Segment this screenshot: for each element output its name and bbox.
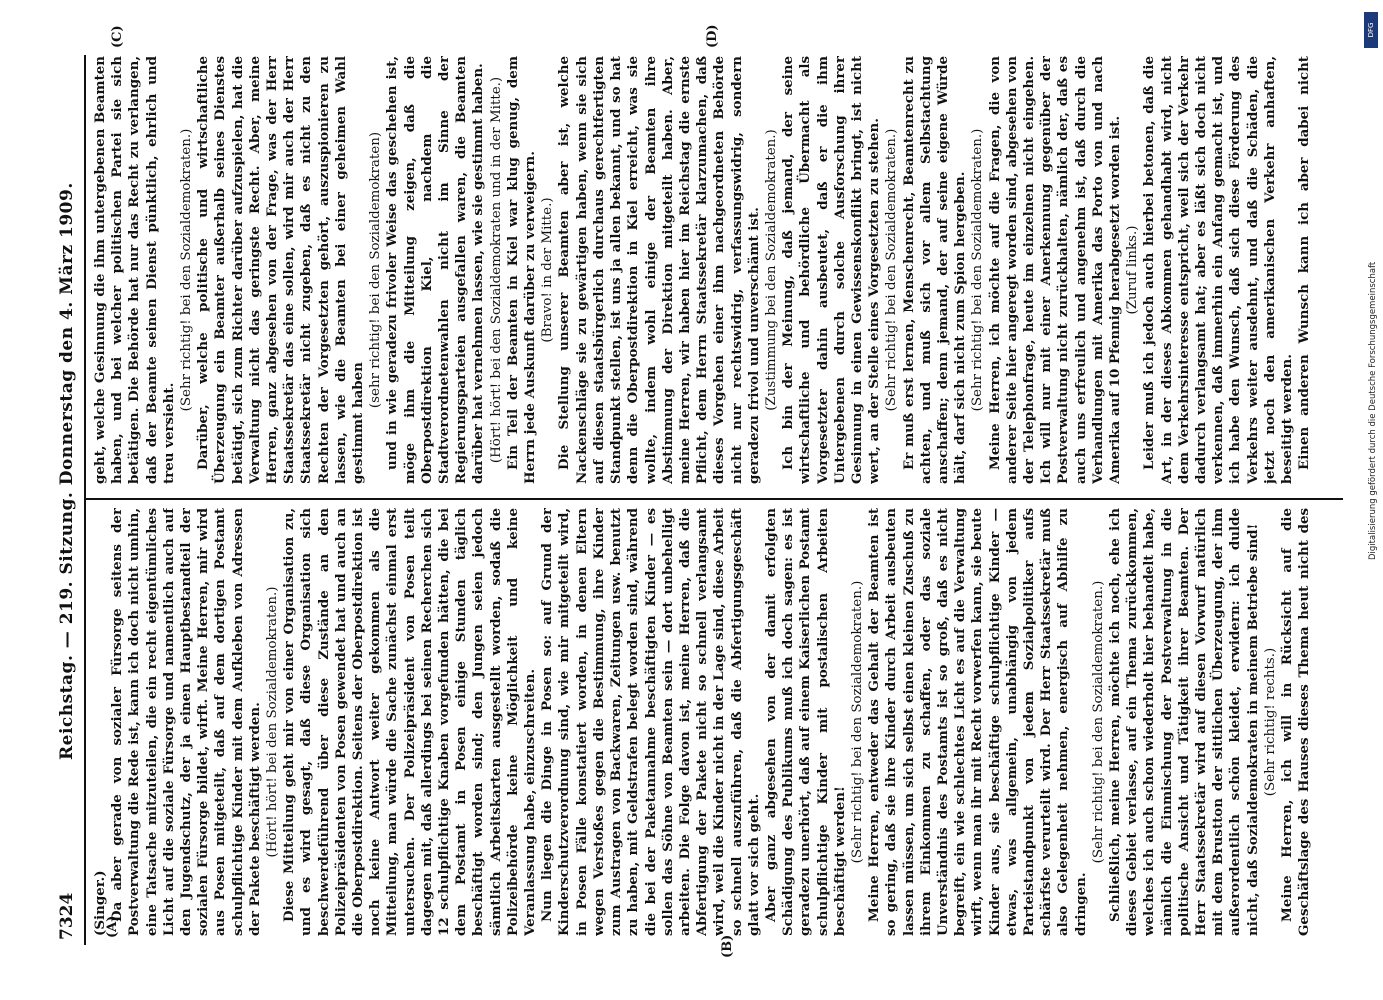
paragraph: Aber ganz abgesehen von der damit erfolgten Schädigung des Publikums muß ich doch sagen: es ist geradezu unerhört, daß auf einem Kaiserlichen Postamt schulpflichtige Kinder mit postalischen Arbeiten beschäftigt werden! [762, 508, 848, 936]
paragraph: Meine Herren, ich möchte auf die Fragen, die von anderer Seite hier angeregt worden sind, abgesehen von der Telephonfrage, heute im einzelnen nicht eingehen. Ich will nur mit einer Anerkennung gegenüber der Postverwaltung nicht zurückhalten, nämlich der, daß es auch uns erfreulich und angenehm ist, daß durch die Verhandlungen mit Amerika das Porto von und nach Amerika auf 10 Pfennig herabgesetzt worden ist. [986, 56, 1123, 484]
interjection: (Bravo! in der Mitte.) [540, 197, 556, 343]
paragraph: und in wie geradezu frivoler Weise das geschehen ist, möge ihm die Mitteilung zeigen, daß die Oberpostdirektion Kiel, nachdem die Stadtverordnetenwahlen nicht im Sinne der Regierungsparteien ausgefallen waren, die Beamten darüber hat vernehmen lassen, wie sie gestimmt haben. [384, 56, 487, 484]
margin-mark-b: (B) [720, 934, 735, 958]
page-number: 7324 [57, 892, 77, 940]
interjection: (Sehr richtig! bei den Sozialdemokraten.) [884, 128, 900, 412]
paragraph: Er muß erst lernen, Menschenrecht, Beamtenrecht zu achten, und muß sich vor allem Selbstachtung anschaffen; denn jemand, der auf seine eigene Würde hält, darf sich nicht zum Spion hergeben. [900, 56, 969, 484]
interjection: (Zuruf links.) [1125, 225, 1141, 315]
paragraph: Darüber, welche politische und wirtschaftliche Überzeugung ein Beamter außerhalb seines Dienstes betätigt, sich zum Richter darüber aufzuspielen, hat die Verwaltung nicht das geringste Recht. Aber, meine Herren, ganz abgesehen von der Frage, was der Herr Staatssekretär das eine sollen, wird mir auch der Herr Staatssekretär nicht zugeben, daß es nicht zu den Rechten der Vorgesetzten gehört, auszuspionieren zu lassen, wie die Beamten bei einer geheimen Wahl gestimmt haben [195, 56, 367, 484]
left-column [92, 508, 1312, 936]
digitization-credit: Digitalisierung gefördert durch die Deutsche Forschungsgemeinschaft [1368, 261, 1378, 560]
column-rule [84, 498, 1343, 500]
paragraph: Diese Mitteilung geht mir von einer Organisation zu, und es wird gesagt, daß diese Organisation sich beschwerdeführend über diese Zustände an den Polizeipräsidenten von Posen gewendet hat und auch an die Oberpostdirektion. Seitens der Oberpostdirektion ist noch keine Antwort weiter gekommen als die Mitteilung, man würde die Sache zunächst einmal erst untersuchen. Der Polizeipräsident von Posen teilt dagegen mit, daß allerdings bei seinen Recherchen sich 12 schulpflichtige Knaben vorgefunden hätten, die bei dem Postamt in Posen einige Stunden täglich beschäftigt worden sind; den Jungen seien jedoch sämtlich Arbeitskarten ausgestellt worden, sodaß die Polizeibehörde keine Möglichkeit und keine Veranlassung habe, einzuschreiten. [281, 508, 539, 936]
paragraph: Einen anderen Wunsch kann ich aber dabei nicht [1296, 56, 1312, 470]
page-title: Reichstag. — 219. Sitzung. Donnerstag den 4. März 1909. [57, 182, 77, 760]
paragraph: Schließlich, meine Herren, möchte ich noch, ehe ich dieses Gebiet verlasse, auf ein Thema zurückkommen, welches ich auch schon wiederholt hier behandelt habe, nämlich die Einmischung der Postverwaltung in die politische Ansicht und Tätigkeit ihrer Beamten. Der Herr Staatssekretär wird auf diesen Vorwurf natürlich mit dem Brustton der sittlichen Überzeugung, der ihm außerordentlich schön kleidet, erwidern: ich dulde nicht, daß Sozialdemokraten in meinem Betriebe sind! [1106, 508, 1261, 936]
paragraph: geht, welche Gesinnung die ihm untergebenen Beamten haben, und bei welcher politischen Partei sie sich betätigen. Die Behörde hat nur das Recht zu verlangen, daß der Beamte seinen Dienst pünktlich, ehrlich und treu versieht. [92, 56, 177, 484]
paragraph: Ich bin der Meinung, daß jemand, der seine wirtschaftliche und behördliche Übermacht als Vorgesetzter dahin ausbeutet, daß er die ihm Untergebenen durch solche Ausforschung ihrer Gesinnung in einen Gewissenskonflikt bringt, ist nicht wert, an der Stelle eines Vorgesetzten zu stehen. [780, 56, 883, 484]
paragraph: Die Stellung unserer Beamten aber ist, welche Nackenschläge sie zu gewärtigen haben, wenn sie sich auf diesen staatsbürgerlich durchaus gerechtfertigten Standpunkt stellen, ist uns ja allen bekannt, und so hat denn die Oberpostdirektion in Kiel erreicht, was sie wollte, indem wohl einige der Beamten ihre Abstimmung der Direktion mitgeteilt haben. Aber, meine Herren, wir haben hier im Reichstag die ernste Pflicht, dem Herrn Staatssekretär klarzumachen, daß dieses Vorgehen einer ihm nachgeordneten Behörde nicht nur rechtswidrig, verfassungswidrig, sondern geradezu frivol und unverschämt ist. [556, 56, 762, 484]
interjection: (Sehr richtig! bei den Sozialdemokraten.) [179, 128, 195, 412]
interjection: (Sehr richtig! bei den Sozialdemokraten.) [970, 128, 986, 412]
paragraph: (Singer.) [92, 870, 108, 936]
interjection: (Zustimmung bei den Sozialdemokraten.) [763, 129, 779, 411]
margin-mark-c: (C) [110, 25, 125, 48]
page-header [55, 60, 81, 940]
interjection: (Sehr richtig! bei den Sozialdemokraten.) [849, 580, 865, 864]
paragraph: Meine Herren, ich will in Rücksicht auf die Geschäftslage des Hauses dieses Thema heut nicht des [1279, 508, 1312, 936]
interjection: (sehr richtig! bei den Sozialdemokraten) [368, 131, 384, 409]
interjection: (Hört! hört! bei den Sozialdemokraten und in der Mitte.) [488, 76, 504, 464]
interjection: (Hört! hört! bei den Sozialdemokraten.) [265, 586, 281, 858]
paragraph: Ein Teil der Beamten in Kiel war klug genug, dem Herrn jede Auskunft darüber zu verweigern. [504, 56, 539, 484]
paragraph: Leider muß ich jedoch auch hierbei betonen, daß die Art, in der dieses Abkommen gehandhabt wird, nicht dem Verkehrsinteresse entspricht, weil sich der Verkehr dadurch verlangsamt hat; aber es läßt sich doch nicht verkennen, daß immerhin ein Anfang gemacht ist, und ich habe den Wunsch, daß sich diese Förderung des Verkehrs weiter ausdehnt, und daß die Schäden, die jetzt noch den amerikanischen Verkehr anhaften, beseitigt werden. [1141, 56, 1296, 484]
dfg-logo: DFG [1364, 12, 1378, 48]
interjection: (Sehr richtig! rechts.) [1262, 647, 1278, 797]
interjection: (Sehr richtig! bei den Sozialdemokraten.) [1090, 580, 1106, 864]
paragraph: Da aber gerade von sozialer Fürsorge seitens der Postverwaltung die Rede ist, kann ich doch nicht umhin, eine Tatsache mitzuteilen, die ein recht eigentümliches Licht auf die soziale Fürsorge und namentlich auch auf den Jugendschutz, der ja einen Hauptbestandteil der sozialen Fürsorge bildet, wirft. Meine Herren, mir wird aus Posen mitgeteilt, daß auf dem dortigen Postamt schulpflichtige Kinder mit dem Aufkleben von Adressen der Pakete beschäftigt werden. [109, 508, 263, 936]
margin-mark-a: (A) [105, 915, 120, 938]
paragraph: Meine Herren, entweder das Gehalt der Beamten ist so gering, daß sie ihre Kinder durch Arbeit ausbeuten lassen müssen, um sich selbst einen kleinen Zuschuß zu ihrem Einkommen zu schaffen, oder das soziale Unverständnis des Postamts ist so groß, daß es nicht begreift, ein wie schlechtes Licht es auf die Verwaltung wirft, wenn man ihr mit Recht vorwerfen kann, sie beute Kinder aus, sie beschäftige schulpflichtige Kinder — etwas, was allgemein, unabhängig von jedem Parteistandpunkt von jedem Sozialpolitiker aufs schärfste verurteilt wird. Der Herr Staatssekretär muß also Gelegenheit nehmen, energisch auf Abhilfe zu dringen. [866, 508, 1089, 936]
right-column [92, 56, 1312, 484]
margin-mark-d: (D) [705, 24, 720, 48]
paragraph: Nun liegen die Dinge in Posen so: auf Grund der Kinderschutzverordnung sind, wie mir mitgeteilt wird, in Posen Fälle konstatiert worden, in denen Eltern wegen Verstoßes gegen die Bestimmung, ihre Kinder zum Austragen von Backwaren, Zeitungen usw. benutzt zu haben, mit Geldstrafen belegt worden sind, während die bei der Paketannahme beschäftigten Kinder — es sollen das Söhne von Beamten sein — dort unbehelligt arbeiten. Die Folge davon ist, meine Herren, daß die Abfertigung der Pakete nicht so schnell verlangsamt wird, weil die Kinder nicht in der Lage sind, diese Arbeit so schnell auszuführen, daß die Abfertigungsgeschäft glatt vor sich geht. [539, 508, 762, 936]
header-rule [84, 55, 86, 945]
